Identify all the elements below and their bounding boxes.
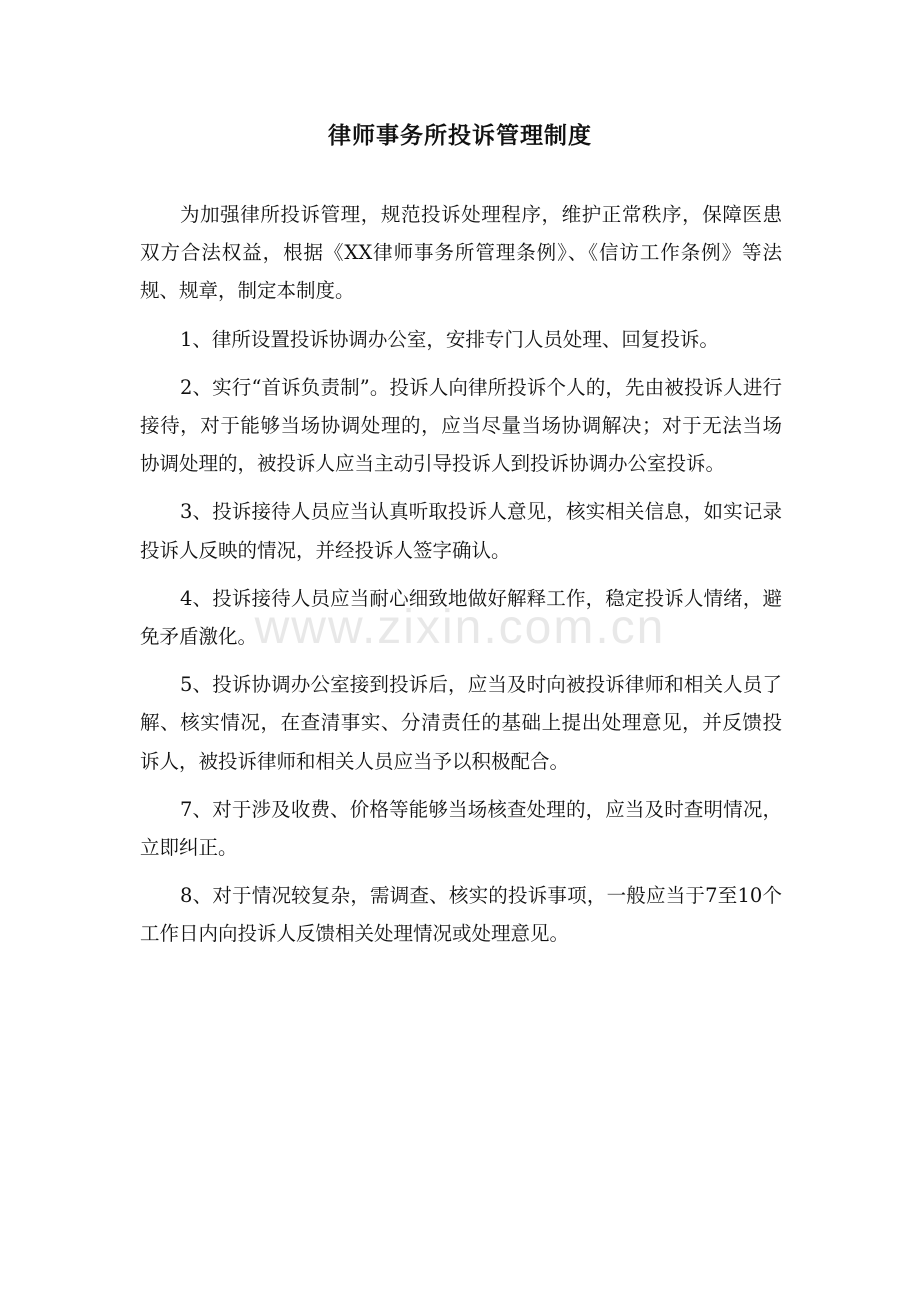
clause-1: 1、律所设置投诉协调办公室，安排专门人员处理、回复投诉。 [180,327,719,351]
document-title: 律师事务所投诉管理制度 [328,122,592,149]
document-body [140,196,782,964]
watermark: www.zixin.com.cn [254,601,666,654]
clause-3: 3、投诉接待人员应当认真听取投诉人意见，核实相关信息，如实记录投诉人反映的情况，并经投诉人签字确认。 [140,500,782,562]
clause-5: 5、投诉协调办公室接到投诉后，应当及时向被投诉律师和相关人员了解、核实情况，在查清事实、分清责任的基础上提出处理意见，并反馈投诉人，被投诉律师和相关人员应当予以积极配合。 [140,673,782,773]
clause-2: 2、实行“首诉负责制”。投诉人向律所投诉个人的，先由被投诉人进行接待，对于能够当场协调处理的，应当尽量当场协调解决；对于无法当场协调处理的，被投诉人应当主动引导投诉人到投诉协调办公室投诉。 [140,375,782,476]
clause-4: 4、投诉接待人员应当耐心细致地做好解释工作，稳定投诉人情绪，避免矛盾激化。 [140,586,782,649]
intro-paragraph: 为加强律所投诉管理，规范投诉处理程序，维护正常秩序，保障医患双方合法权益，根据《XX律师事务所管理条例》、《信访工作条例》等法规、规章，制定本制度。 [140,203,782,303]
clause-7: 7、对于涉及收费、价格等能够当场核查处理的，应当及时查明情况，立即纠正。 [140,797,782,860]
clause-8: 8、对于情况较复杂，需调查、核实的投诉事项，一般应当于7至10个工作日内向投诉人反馈相关处理情况或处理意见。 [140,884,782,946]
